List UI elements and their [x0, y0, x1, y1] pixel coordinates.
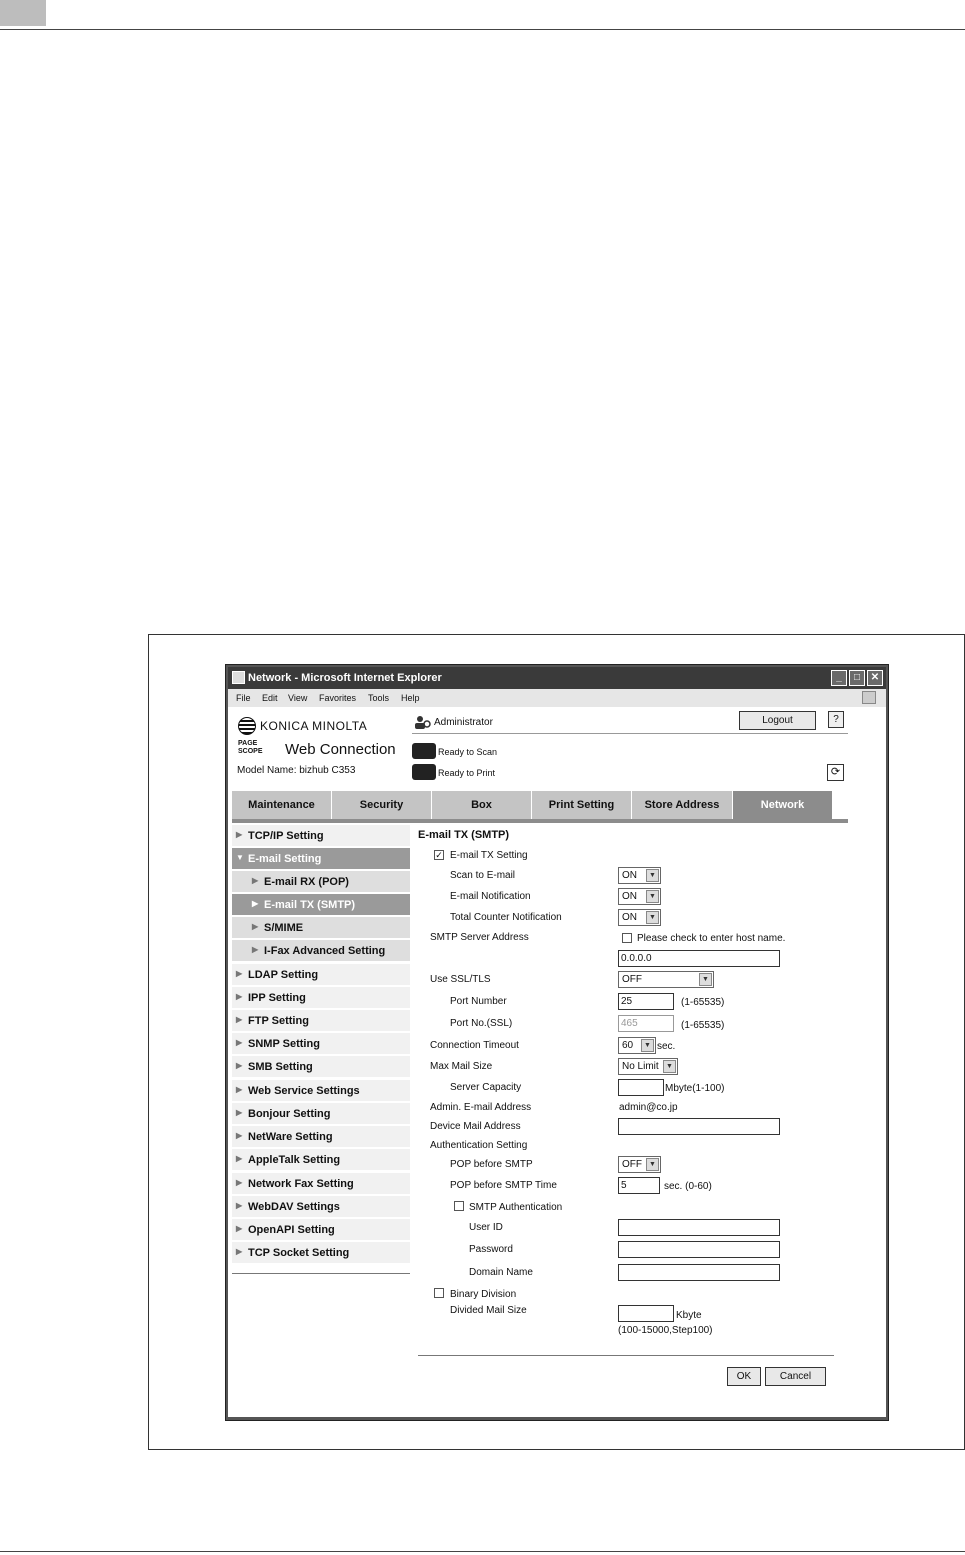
- divided-size-input[interactable]: [618, 1305, 674, 1322]
- user-role: Administrator: [434, 717, 493, 728]
- password-input[interactable]: [618, 1241, 780, 1258]
- sidebar-item-network-fax[interactable]: ▶ Network Fax Setting: [232, 1173, 410, 1195]
- port-number-label: Port Number: [450, 996, 507, 1007]
- total-counter-label: Total Counter Notification: [450, 912, 562, 923]
- brand-name: KONICA MINOLTA: [260, 719, 368, 733]
- sidebar-item-appletalk[interactable]: ▶ AppleTalk Setting: [232, 1149, 410, 1171]
- smtp-server-input[interactable]: 0.0.0.0: [618, 950, 780, 967]
- email-tx-label: E-mail TX Setting: [450, 850, 528, 861]
- maximize-button[interactable]: □: [849, 670, 865, 686]
- smtp-auth-label: SMTP Authentication: [469, 1202, 563, 1213]
- max-mail-label: Max Mail Size: [430, 1061, 493, 1072]
- domain-label: Domain Name: [469, 1267, 533, 1278]
- sidebar-item-snmp[interactable]: ▶ SNMP Setting: [232, 1033, 410, 1055]
- page-content: [228, 707, 886, 1417]
- title-bar: [228, 667, 886, 689]
- chevron-down-icon: ▼: [646, 890, 659, 903]
- smtp-auth-checkbox[interactable]: [454, 1201, 464, 1211]
- tab-box[interactable]: Box: [432, 791, 532, 819]
- ssl-label: Use SSL/TLS: [430, 974, 491, 985]
- port-number-input[interactable]: 25: [618, 993, 674, 1010]
- cancel-button[interactable]: Cancel: [765, 1367, 826, 1386]
- tab-network[interactable]: Network: [733, 791, 833, 819]
- printer-icon: [412, 764, 436, 780]
- port-range: (1-65535): [681, 997, 725, 1008]
- sidebar-item-ifax-advanced[interactable]: ▶ I-Fax Advanced Setting: [232, 940, 410, 962]
- chevron-down-icon: ▼: [646, 1158, 659, 1171]
- pop-before-smtp-select[interactable]: OFF ▼: [618, 1156, 661, 1173]
- main-tabs: [232, 791, 848, 819]
- domain-input[interactable]: [618, 1264, 780, 1281]
- email-notification-select[interactable]: ON ▼: [618, 888, 661, 905]
- pagescope-logo-icon: PAGE SCOPE: [238, 740, 263, 755]
- tab-store-address[interactable]: Store Address: [632, 791, 733, 819]
- scan-to-email-label: Scan to E-mail: [450, 870, 516, 881]
- page-corner-tab: [0, 0, 46, 26]
- divided-size-range: (100-15000,Step100): [618, 1325, 713, 1336]
- tab-maintenance[interactable]: Maintenance: [232, 791, 332, 819]
- refresh-icon[interactable]: ⟳: [827, 764, 844, 781]
- binary-division-label: Binary Division: [450, 1289, 517, 1300]
- divided-size-label: Divided Mail Size: [450, 1305, 527, 1316]
- device-mail-label: Device Mail Address: [430, 1121, 521, 1132]
- menu-file[interactable]: File: [236, 693, 251, 703]
- user-id-label: User ID: [469, 1222, 503, 1233]
- chevron-down-icon: ▼: [641, 1039, 654, 1052]
- pop-time-input[interactable]: 5: [618, 1177, 660, 1194]
- sidebar-item-webdav[interactable]: ▶ WebDAV Settings: [232, 1196, 410, 1218]
- ssl-select[interactable]: OFF ▼: [618, 971, 714, 988]
- menu-help[interactable]: Help: [401, 693, 420, 703]
- sidebar-divider: [232, 1273, 410, 1274]
- sidebar-item-netware[interactable]: ▶ NetWare Setting: [232, 1126, 410, 1148]
- sidebar-item-bonjour[interactable]: ▶ Bonjour Setting: [232, 1103, 410, 1125]
- sidebar-item-web-service[interactable]: ▶ Web Service Settings: [232, 1080, 410, 1102]
- port-ssl-label: Port No.(SSL): [450, 1018, 513, 1029]
- port-ssl-input[interactable]: 465: [618, 1015, 674, 1032]
- print-status: Ready to Print: [438, 768, 496, 778]
- konica-minolta-logo-icon: [238, 717, 256, 735]
- form-divider: [418, 1355, 834, 1356]
- admin-email-value: admin@co.jp: [619, 1102, 678, 1113]
- binary-division-checkbox[interactable]: [434, 1288, 444, 1298]
- sidebar-item-ftp[interactable]: ▶ FTP Setting: [232, 1010, 410, 1032]
- password-label: Password: [469, 1244, 513, 1255]
- auth-setting-label: Authentication Setting: [430, 1140, 528, 1151]
- timeout-select[interactable]: 60 ▼: [618, 1037, 656, 1054]
- menu-bar: [228, 689, 886, 707]
- administrator-icon: [414, 715, 432, 729]
- ie-app-icon: [232, 671, 245, 684]
- sidebar-item-ipp[interactable]: ▶ IPP Setting: [232, 987, 410, 1009]
- email-notification-label: E-mail Notification: [450, 891, 531, 902]
- sidebar-item-email-rx[interactable]: ▶ E-mail RX (POP): [232, 871, 410, 893]
- chevron-down-icon: ▼: [699, 973, 712, 986]
- sidebar-item-ldap[interactable]: ▶ LDAP Setting: [232, 964, 410, 986]
- page-bottom-rule: [0, 1551, 965, 1552]
- tab-security[interactable]: Security: [332, 791, 432, 819]
- server-capacity-unit: Mbyte(1-100): [665, 1083, 725, 1094]
- sidebar-item-email-tx[interactable]: ▶ E-mail TX (SMTP): [232, 894, 410, 916]
- admin-email-label: Admin. E-mail Address: [430, 1102, 532, 1113]
- page-top-rule: [0, 29, 965, 30]
- windows-logo-icon: [862, 691, 876, 704]
- scan-to-email-select[interactable]: ON ▼: [618, 867, 661, 884]
- pop-time-unit: sec. (0-60): [664, 1181, 712, 1192]
- pop-before-smtp-label: POP before SMTP: [450, 1159, 533, 1170]
- sidebar-item-tcpip[interactable]: ▶ TCP/IP Setting: [232, 825, 410, 847]
- host-name-checkbox[interactable]: [622, 933, 632, 943]
- user-id-input[interactable]: [618, 1219, 780, 1236]
- menu-tools[interactable]: Tools: [368, 693, 390, 703]
- ok-button[interactable]: OK: [727, 1367, 761, 1386]
- port-ssl-range: (1-65535): [681, 1020, 725, 1031]
- server-capacity-input[interactable]: [618, 1079, 664, 1096]
- header-divider: [412, 733, 848, 734]
- server-capacity-label: Server Capacity: [450, 1082, 522, 1093]
- sidebar-item-openapi[interactable]: ▶ OpenAPI Setting: [232, 1219, 410, 1241]
- product-name: Web Connection: [285, 741, 396, 758]
- menu-edit[interactable]: Edit: [262, 693, 278, 703]
- sidebar-item-tcp-socket[interactable]: ▶ TCP Socket Setting: [232, 1242, 410, 1264]
- chevron-down-icon: ▼: [646, 911, 659, 924]
- help-button[interactable]: ?: [828, 711, 844, 728]
- window-title: Network - Microsoft Internet Explorer: [248, 672, 442, 684]
- logout-button[interactable]: Logout: [739, 711, 816, 730]
- chevron-down-icon: ▼: [663, 1060, 676, 1073]
- timeout-unit: sec.: [657, 1041, 676, 1052]
- model-name: Model Name: bizhub C353: [237, 765, 356, 776]
- close-button[interactable]: ✕: [867, 670, 883, 686]
- divided-size-unit: Kbyte: [676, 1310, 702, 1321]
- smtp-server-label: SMTP Server Address: [430, 932, 529, 943]
- tab-underline: [232, 819, 848, 823]
- scan-status: Ready to Scan: [438, 747, 498, 757]
- browser-window: [225, 664, 889, 1421]
- max-mail-select[interactable]: No Limit ▼: [618, 1058, 678, 1075]
- minimize-button[interactable]: _: [831, 670, 847, 686]
- tab-print-setting[interactable]: Print Setting: [532, 791, 632, 819]
- timeout-label: Connection Timeout: [430, 1040, 519, 1051]
- menu-favorites[interactable]: Favorites: [319, 693, 357, 703]
- pop-time-label: POP before SMTP Time: [450, 1180, 557, 1191]
- sidebar-item-email-setting[interactable]: ▼ E-mail Setting: [232, 848, 410, 870]
- menu-view[interactable]: View: [288, 693, 308, 703]
- sidebar-item-smb[interactable]: ▶ SMB Setting: [232, 1056, 410, 1078]
- form-title: E-mail TX (SMTP): [418, 829, 510, 841]
- scanner-icon: [412, 743, 436, 759]
- total-counter-select[interactable]: ON ▼: [618, 909, 661, 926]
- chevron-down-icon: ▼: [646, 869, 659, 882]
- email-tx-checkbox[interactable]: ✓: [435, 850, 443, 860]
- host-name-label: Please check to enter host name.: [637, 933, 786, 944]
- sidebar-item-smime[interactable]: ▶ S/MIME: [232, 917, 410, 939]
- device-mail-input[interactable]: [618, 1118, 780, 1135]
